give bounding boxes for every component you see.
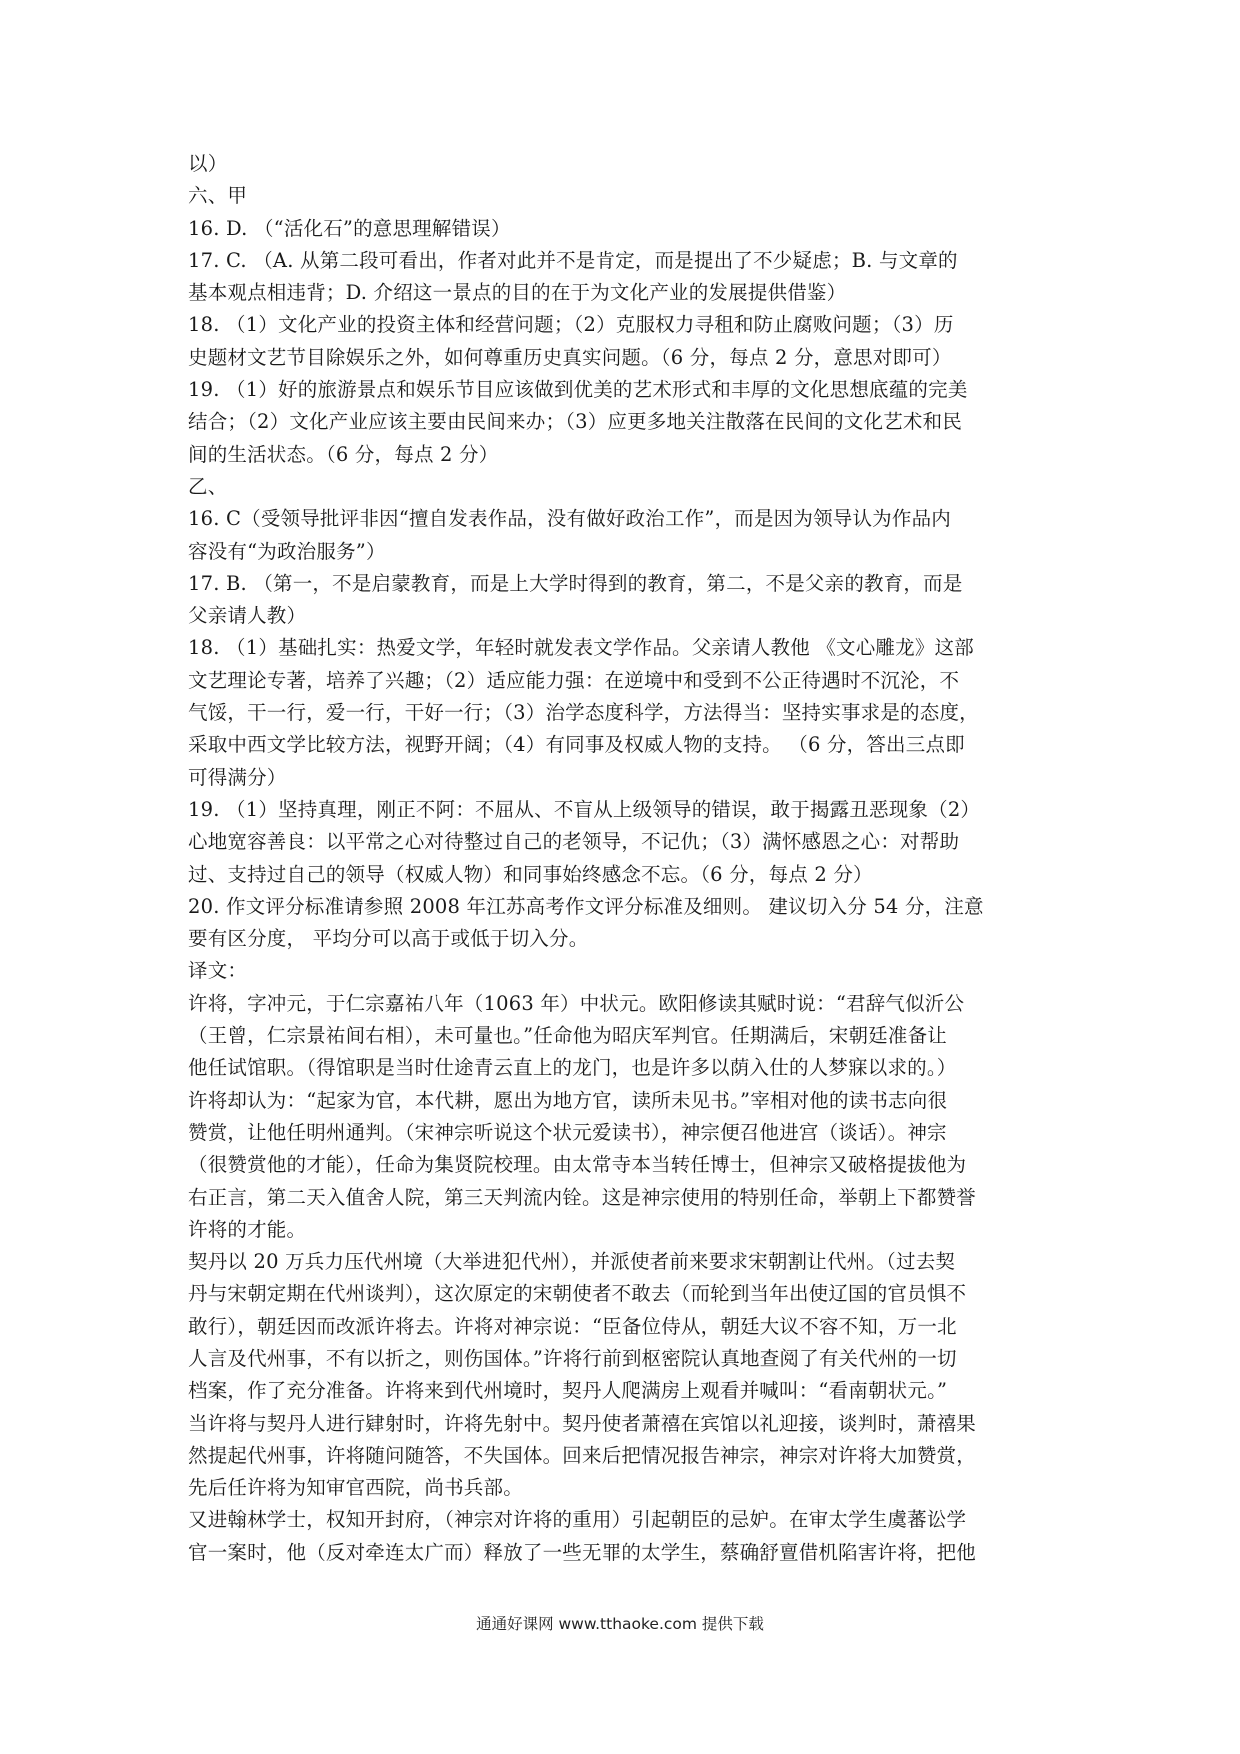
text-line: 可得满分） [188, 765, 287, 789]
text-line: 17. B. （第一，不是启蒙教育，而是上大学时得到的教育，第二，不是父亲的教育，而是 [188, 571, 963, 595]
text-line: 然提起代州事，许将随问随答，不失国体。回来后把情况报告神宗，神宗对许将大加赞赏， [188, 1443, 977, 1467]
text-line: 史题材文艺节目除娱乐之外，如何尊重历史真实问题。（6 分，每点 2 分，意思对即可） [188, 345, 952, 369]
text-line: 文艺理论专著，培养了兴趣；（2）适应能力强：在逆境中和受到不公正待遇时不沉沦，不 [188, 668, 960, 692]
text-line: 丹与宋朝定期在代州谈判），这次原定的宋朝使者不敢去（而轮到当年出使辽国的官员惧不 [188, 1282, 967, 1306]
text-line: 采取中西文学比较方法，视野开阔；（4）有同事及权威人物的支持。 （6 分，答出三点即 [188, 733, 965, 757]
text-line: 档案，作了充分准备。许将来到代州境时，契丹人爬满房上观看并喊叫：“看南朝状元。” [188, 1379, 948, 1403]
section-heading: 六、甲 [188, 184, 248, 208]
text-line: 契丹以 20 万兵力压代州境（大举进犯代州），并派使者前来要求宋朝割让代州。（过去契 [188, 1250, 956, 1274]
text-line: 19. （1）坚持真理，刚正不阿：不屈从、不盲从上级领导的错误，敢于揭露丑恶现象（2） [188, 797, 981, 821]
text-line: 当许将与契丹人进行肄射时，许将先射中。契丹使者萧禧在宾馆以礼迎接，谈判时，萧禧果 [188, 1411, 977, 1435]
text-line: 16. C（受领导批评非因“擅自发表作品，没有做好政治工作”，而是因为领导认为作品内 [188, 507, 951, 531]
text-line: 间的生活状态。（6 分，每点 2 分） [188, 442, 499, 466]
text-line: 敢行），朝廷因而改派许将去。许将对神宗说：“臣备位侍从，朝廷大议不容不知，万一北 [188, 1314, 957, 1338]
text-line: 许将却认为：“起家为官，本代耕，愿出为地方官，读所未见书。”宰相对他的读书志向很 [188, 1088, 948, 1112]
text-line: 结合；（2）文化产业应该主要由民间来办；（3）应更多地关注散落在民间的文化艺术和民 [188, 410, 963, 434]
text-line: 先后任许将为知审官西院，尚书兵部。 [188, 1476, 523, 1500]
answer-text-body [188, 148, 1058, 1569]
text-line: 父亲请人教） [188, 604, 307, 628]
text-line: 又进翰林学士，权知开封府，（神宗对许将的重用）引起朝臣的忌妒。在审太学生虞蕃讼学 [188, 1508, 967, 1532]
text-line: 20. 作文评分标准请参照 2008 年江苏高考作文评分标准及细则。 建议切入分 54 分，注意 [188, 894, 984, 918]
text-line: 赞赏，让他任明州通判。（宋神宗听说这个状元爱读书），神宗便召他进宫（谈话）。神宗 [188, 1120, 947, 1144]
text-line: 他任试馆职。（得馆职是当时仕途青云直上的龙门，也是许多以荫入仕的人梦寐以求的。） [188, 1056, 957, 1080]
text-line: （很赞赏他的才能），任命为集贤院校理。由太常寺本当转任博士，但神宗又破格提拔他为 [188, 1153, 967, 1177]
text-line: 18. （1）文化产业的投资主体和经营问题；（2）克服权力寻租和防止腐败问题；（3）历 [188, 313, 954, 337]
text-line: 19. （1）好的旅游景点和娱乐节目应该做到优美的艺术形式和丰厚的文化思想底蕴的完美 [188, 378, 968, 402]
text-line: 气馁，干一行，爱一行，干好一行；（3）治学态度科学，方法得当：坚持实事求是的态度， [188, 701, 979, 725]
text-line: 17. C. （A. 从第二段可看出，作者对此并不是肯定，而是提出了不少疑虑；B. 与文章的 [188, 248, 958, 272]
text-line: 许将的才能。 [188, 1217, 307, 1241]
text-line: 过、支持过自己的领导（权威人物）和同事始终感念不忘。（6 分，每点 2 分） [188, 862, 873, 886]
text-line: 要有区分度， 平均分可以高于或低于切入分。 [188, 927, 589, 951]
section-heading: 译文： [188, 959, 248, 983]
text-line: 基本观点相违背；D. 介绍这一景点的目的在于为文化产业的发展提供借鉴） [188, 281, 847, 305]
page-footer: 通通好课网 www.tthaoke.com 提供下载 [476, 1615, 764, 1633]
text-line: 16. D. （“活化石”的意思理解错误） [188, 216, 511, 240]
text-line: 人言及代州事，不有以折之，则伤国体。”许将行前到枢密院认真地查阅了有关代州的一切 [188, 1346, 957, 1370]
text-line: （王曾，仁宗景祐间右相），未可量也。”任命他为昭庆军判官。任期满后，宋朝廷准备让 [188, 1024, 947, 1048]
text-line: 容没有“为政治服务”） [188, 539, 386, 563]
text-line: 许将，字冲元，于仁宗嘉祐八年（1063 年）中状元。欧阳修读其赋时说：“君辞气似沂公 [188, 991, 965, 1015]
text-line: 官一案时，他（反对牵连太广而）释放了一些无罪的太学生，蔡确舒亶借机陷害许将，把他 [188, 1540, 977, 1564]
section-heading: 乙、 [188, 474, 228, 498]
text-line: 心地宽容善良：以平常之心对待整过自己的老领导，不记仇；（3）满怀感恩之心：对帮助 [188, 830, 960, 854]
text-line: 18. （1）基础扎实：热爱文学，年轻时就发表文学作品。父亲请人教他 《文心雕龙》这部 [188, 636, 974, 660]
text-line: 右正言，第二天入值舍人院，第三天判流内铨。这是神宗使用的特别任命，举朝上下都赞誉 [188, 1185, 977, 1209]
text-line: 以） [188, 152, 228, 175]
